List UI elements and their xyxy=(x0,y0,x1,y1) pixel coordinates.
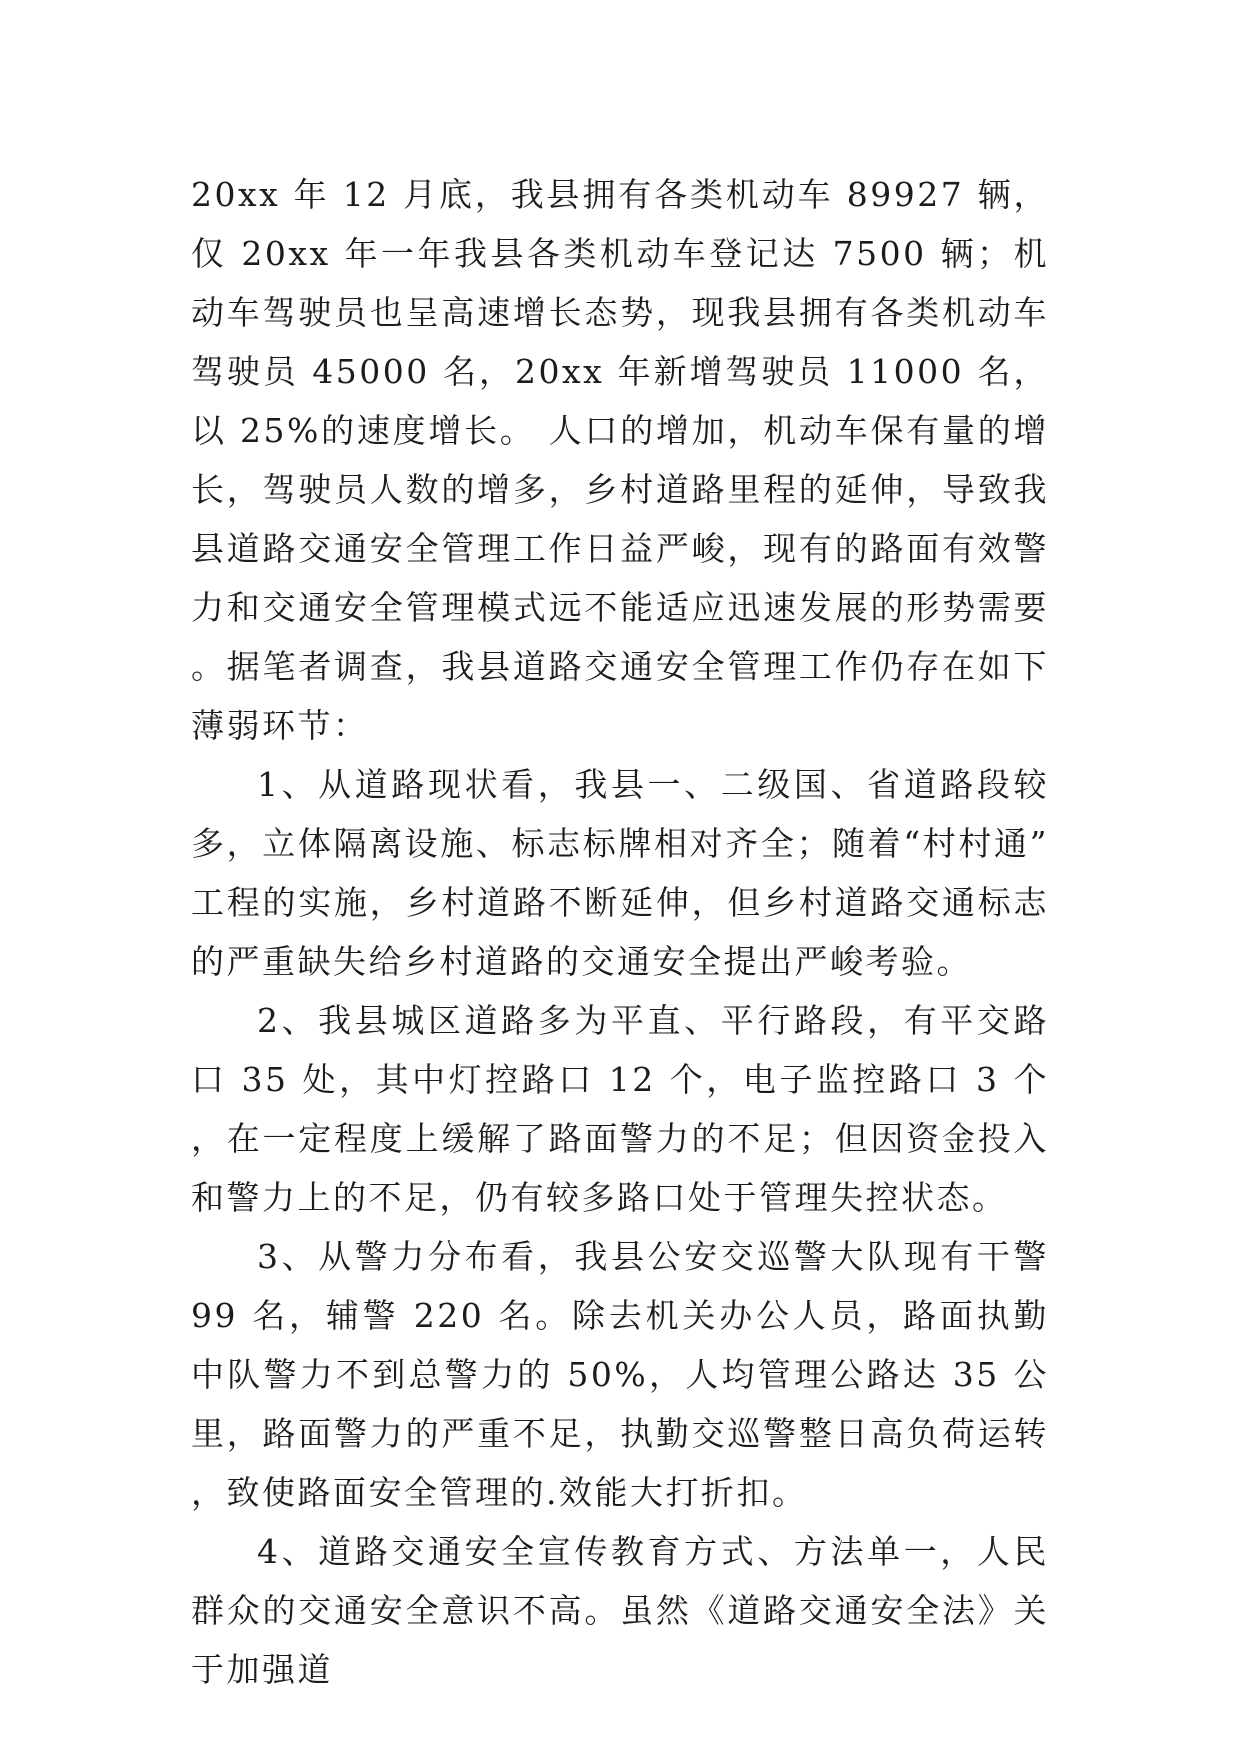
paragraph-item-4-safety-education: 4、道路交通安全宣传教育方式、方法单一，人民群众的交通安全意识不高。虽然《道路交通安全法》关于加强道 xyxy=(191,1532,1049,1689)
paragraph-vehicle-statistics: 20xx 年 12 月底，我县拥有各类机动车 89927 辆，仅 20xx 年一年我县各类机动车登记达 7500 辆；机动车驾驶员也呈高速增长态势，现我县拥有各类机动车驾驶员 45000 名，20xx 年新增驾驶员 11000 名，以 25%的速度增长。 人口的增加，机动车保有量的增长，驾驶员人数的增多，乡村道路里程的延伸，导致我县道路交通安全管理工作日益严峻，现有的路面有效警力和交通安全管理模式远不能适应迅速发展的形势需要。据笔者调查，我县道路交通安全管理工作仍存在如下薄弱环节： xyxy=(191,175,1049,745)
paragraph-item-1-road-status: 1、从道路现状看，我县一、二级国、省道路段较多，立体隔离设施、标志标牌相对齐全；随着“村村通”工程的实施，乡村道路不断延伸，但乡村道路交通标志的严重缺失给乡村道路的交通安全提出严峻考验。 xyxy=(191,765,1049,981)
paragraph-item-3-police-distribution: 3、从警力分布看，我县公安交巡警大队现有干警 99 名，辅警 220 名。除去机关办公人员，路面执勤中队警力不到总警力的 50%，人均管理公路达 35 公里，路面警力的严重不足，执勤交巡警整日高负荷运转，致使路面安全管理的.效能大打折扣。 xyxy=(191,1237,1049,1512)
paragraph-item-2-urban-intersections: 2、我县城区道路多为平直、平行路段，有平交路口 35 处，其中灯控路口 12 个，电子监控路口 3 个，在一定程度上缓解了路面警力的不足；但因资金投入和警力上的不足，仍有较多路口处于管理失控状态。 xyxy=(191,1001,1049,1217)
document-body xyxy=(191,165,1049,1699)
